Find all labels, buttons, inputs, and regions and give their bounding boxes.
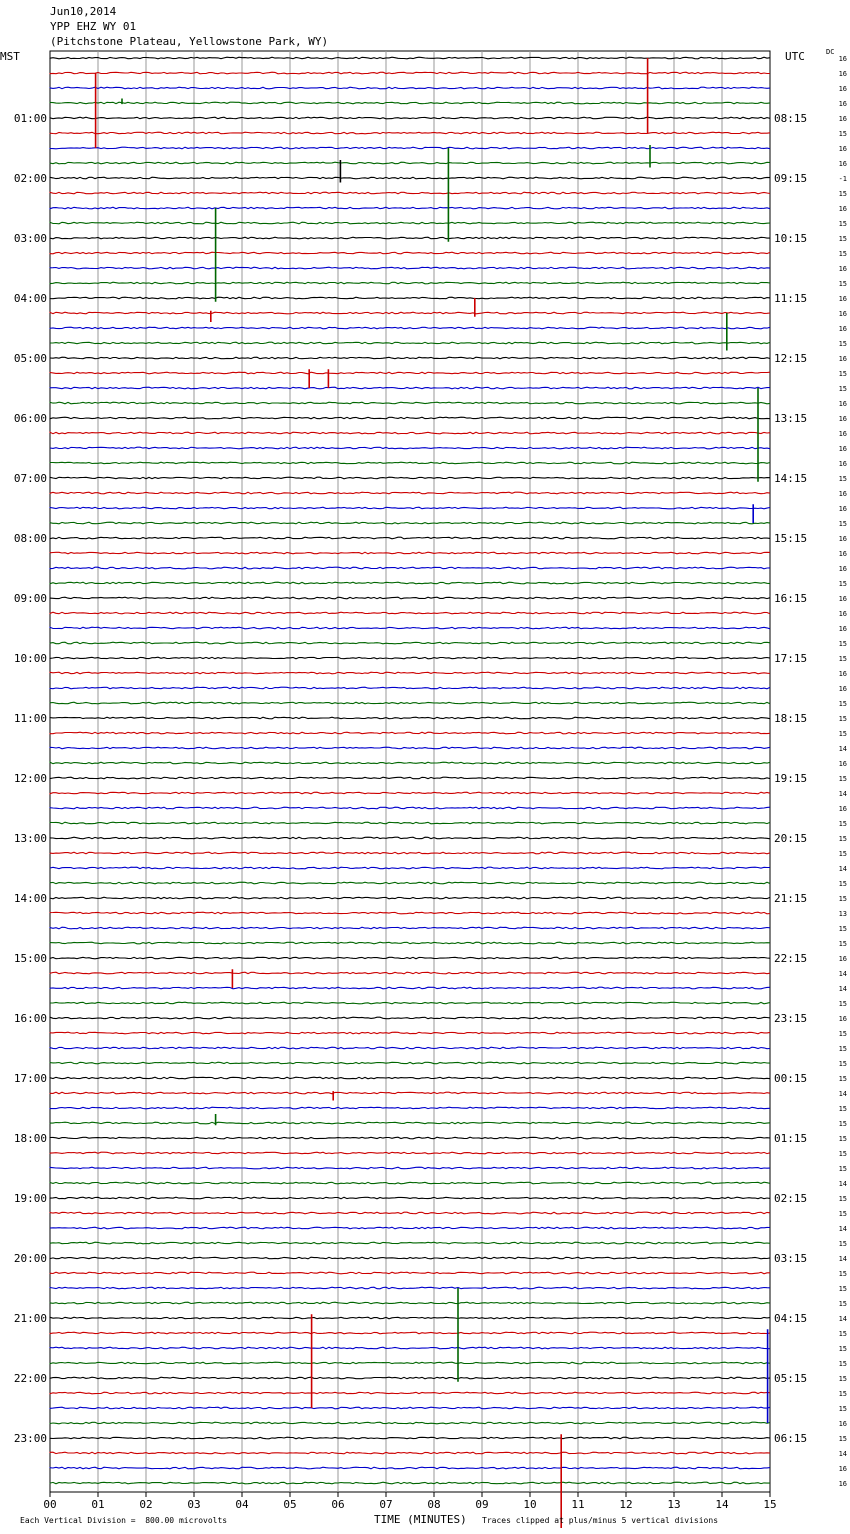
station-location: (Pitchstone Plateau, Yellowstone Park, WY) — [50, 35, 329, 48]
utc-hour-label: 03:15 — [774, 1252, 808, 1265]
seismic-trace — [50, 1392, 770, 1394]
mst-hour-label: 02:00 — [13, 172, 47, 185]
mst-hour-label: 04:00 — [13, 292, 47, 305]
dc-offset-value: 16 — [838, 1480, 847, 1488]
seismic-trace — [50, 1257, 770, 1259]
seismic-trace — [50, 447, 770, 449]
x-tick-label: 13 — [667, 1498, 681, 1511]
dc-offset-value: 16 — [838, 670, 847, 678]
seismic-trace — [50, 807, 770, 809]
mst-hour-label: 19:00 — [13, 1192, 47, 1205]
dc-offset-value: 16 — [838, 205, 847, 213]
seismic-trace — [50, 417, 770, 419]
dc-offset-value: 16 — [838, 445, 847, 453]
dc-offset-value: 16 — [838, 160, 847, 168]
mst-hour-label: 05:00 — [13, 352, 47, 365]
seismic-trace — [50, 672, 770, 674]
dc-offset-value: 16 — [838, 70, 847, 78]
seismic-trace — [50, 732, 770, 734]
dc-offset-value: 15 — [838, 1390, 847, 1398]
dc-offset-value: 16 — [838, 625, 847, 633]
utc-hour-label: 02:15 — [774, 1192, 808, 1205]
dc-offset-value: 16 — [838, 550, 847, 558]
dc-offset-value: 15 — [838, 370, 847, 378]
seismic-trace — [50, 1422, 770, 1424]
seismic-trace — [50, 1167, 770, 1169]
x-tick-label: 01 — [91, 1498, 105, 1511]
seismic-trace — [50, 612, 770, 614]
seismic-trace — [50, 87, 770, 89]
seismic-trace — [50, 972, 770, 974]
seismic-trace — [50, 957, 770, 959]
dc-offset-value: 15 — [838, 1300, 847, 1308]
dc-offset-value: 15 — [838, 655, 847, 663]
mst-hour-label: 22:00 — [13, 1372, 47, 1385]
seismic-trace — [50, 312, 770, 314]
mst-hour-label: 11:00 — [13, 712, 47, 725]
dc-offset-value: 15 — [838, 130, 847, 138]
utc-hour-label: 20:15 — [774, 832, 808, 845]
dc-offset-value: 16 — [838, 505, 847, 513]
utc-hour-label: 17:15 — [774, 652, 808, 665]
dc-offset-value: 15 — [838, 250, 847, 258]
seismic-trace — [50, 582, 770, 584]
dc-offset-value: 14 — [838, 1180, 847, 1188]
dc-offset-value: 16 — [838, 55, 847, 63]
mst-hour-label: 10:00 — [13, 652, 47, 665]
seismic-trace — [50, 537, 770, 539]
dc-offset-value: 15 — [838, 340, 847, 348]
utc-hour-label: 14:15 — [774, 472, 808, 485]
dc-offset-value: 15 — [838, 1345, 847, 1353]
dc-offset-value: 16 — [838, 610, 847, 618]
mst-hour-label: 08:00 — [13, 532, 47, 545]
seismic-trace — [50, 117, 770, 119]
dc-offset-value: 16 — [838, 325, 847, 333]
mst-hour-label: 20:00 — [13, 1252, 47, 1265]
dc-offset-value: 14 — [838, 985, 847, 993]
seismic-trace — [50, 72, 770, 74]
mst-hour-label: 14:00 — [13, 892, 47, 905]
x-tick-label: 15 — [763, 1498, 777, 1511]
mst-hour-label: 03:00 — [13, 232, 47, 245]
dc-offset-value: 16 — [838, 85, 847, 93]
seismic-trace — [50, 747, 770, 749]
utc-hour-label: 00:15 — [774, 1072, 808, 1085]
seismic-trace — [50, 207, 770, 209]
seismic-trace — [50, 642, 770, 644]
dc-offset-value: 15 — [838, 730, 847, 738]
dc-offset-value: 16 — [838, 460, 847, 468]
seismic-trace — [50, 387, 770, 389]
utc-hour-label: 05:15 — [774, 1372, 808, 1385]
seismic-trace — [50, 657, 770, 659]
dc-offset-value: 14 — [838, 1315, 847, 1323]
seismic-trace — [50, 1137, 770, 1139]
dc-offset-value: 15 — [838, 1270, 847, 1278]
dc-offset-value: 15 — [838, 520, 847, 528]
dc-offset-value: 16 — [838, 685, 847, 693]
utc-hour-label: 11:15 — [774, 292, 808, 305]
seismic-trace — [50, 597, 770, 599]
dc-offset-value: 15 — [838, 1105, 847, 1113]
dc-offset-value: 15 — [838, 1240, 847, 1248]
dc-offset-value: 14 — [838, 1255, 847, 1263]
mst-hour-label: 21:00 — [13, 1312, 47, 1325]
seismic-trace — [50, 162, 770, 164]
dc-offset-value: 14 — [838, 970, 847, 978]
seismic-trace — [50, 1017, 770, 1019]
seismic-trace — [50, 237, 770, 239]
mst-hour-label: 09:00 — [13, 592, 47, 605]
seismic-trace — [50, 102, 770, 104]
x-tick-label: 14 — [715, 1498, 729, 1511]
seismic-trace — [50, 942, 770, 944]
dc-offset-value: 15 — [838, 1435, 847, 1443]
dc-offset-title: DC — [826, 48, 835, 56]
mst-hour-label: 15:00 — [13, 952, 47, 965]
seismic-trace — [50, 1002, 770, 1004]
seismic-trace — [50, 1227, 770, 1229]
seismic-trace — [50, 777, 770, 779]
x-tick-label: 10 — [523, 1498, 537, 1511]
dc-offset-value: 15 — [838, 1360, 847, 1368]
seismic-trace — [50, 1122, 770, 1124]
dc-offset-value: 14 — [838, 865, 847, 873]
utc-hour-label: 01:15 — [774, 1132, 808, 1145]
dc-offset-value: 15 — [838, 1150, 847, 1158]
dc-offset-value: 15 — [838, 1075, 847, 1083]
seismic-trace — [50, 357, 770, 359]
dc-offset-value: 15 — [838, 220, 847, 228]
dc-offset-value: 15 — [838, 835, 847, 843]
x-axis-label: TIME (MINUTES) — [374, 1513, 467, 1526]
dc-offset-value: 15 — [838, 1060, 847, 1068]
seismic-trace — [50, 867, 770, 869]
dc-offset-value: 16 — [838, 115, 847, 123]
dc-offset-value: 16 — [838, 265, 847, 273]
seismic-trace — [50, 837, 770, 839]
dc-offset-value: 15 — [838, 850, 847, 858]
right-axis-title: UTC — [785, 50, 805, 63]
seismic-trace — [50, 342, 770, 344]
dc-offset-value: 16 — [838, 805, 847, 813]
seismic-trace — [50, 297, 770, 299]
dc-offset-value: 15 — [838, 475, 847, 483]
seismic-trace — [50, 57, 770, 59]
seismic-trace — [50, 222, 770, 224]
utc-hour-label: 19:15 — [774, 772, 808, 785]
seismic-trace — [50, 1362, 770, 1364]
seismic-trace — [50, 252, 770, 254]
dc-offset-value: 15 — [838, 1210, 847, 1218]
dc-offset-value: 16 — [838, 430, 847, 438]
seismic-trace — [50, 1272, 770, 1274]
x-tick-label: 09 — [475, 1498, 489, 1511]
dc-offset-value: 16 — [838, 310, 847, 318]
dc-offset-value: 14 — [838, 790, 847, 798]
seismic-trace — [50, 552, 770, 554]
dc-offset-value: 15 — [838, 280, 847, 288]
seismic-trace — [50, 852, 770, 854]
mst-hour-label: 16:00 — [13, 1012, 47, 1025]
dc-offset-value: 15 — [838, 925, 847, 933]
seismic-trace — [50, 462, 770, 464]
seismic-trace — [50, 327, 770, 329]
utc-hour-label: 12:15 — [774, 352, 808, 365]
dc-offset-value: 13 — [838, 910, 847, 918]
seismic-trace — [50, 282, 770, 284]
dc-offset-value: 16 — [838, 415, 847, 423]
seismic-trace — [50, 687, 770, 689]
dc-offset-value: 15 — [838, 1000, 847, 1008]
mst-hour-label: 12:00 — [13, 772, 47, 785]
mst-hour-label: 01:00 — [13, 112, 47, 125]
x-tick-label: 06 — [331, 1498, 345, 1511]
dc-offset-value: 16 — [838, 955, 847, 963]
dc-offset-value: 16 — [838, 1420, 847, 1428]
dc-offset-value: 16 — [838, 565, 847, 573]
dc-offset-value: 16 — [838, 100, 847, 108]
seismic-trace — [50, 987, 770, 989]
x-tick-label: 07 — [379, 1498, 393, 1511]
mst-hour-label: 06:00 — [13, 412, 47, 425]
seismic-trace — [50, 1047, 770, 1049]
seismic-trace — [50, 132, 770, 134]
station-code: YPP EHZ WY 01 — [50, 20, 137, 33]
seismic-trace — [50, 1197, 770, 1199]
x-tick-label: 04 — [235, 1498, 249, 1511]
seismic-trace — [50, 897, 770, 899]
dc-offset-value: 16 — [838, 145, 847, 153]
dc-offset-value: 15 — [838, 715, 847, 723]
mst-hour-label: 07:00 — [13, 472, 47, 485]
dc-offset-value: 15 — [838, 1120, 847, 1128]
seismic-trace — [50, 177, 770, 179]
scale-note: Each Vertical Division = 800.00 microvolts — [20, 1516, 228, 1525]
mst-hour-label: 13:00 — [13, 832, 47, 845]
utc-hour-label: 22:15 — [774, 952, 808, 965]
utc-hour-label: 13:15 — [774, 412, 808, 425]
dc-offset-value: 16 — [838, 535, 847, 543]
seismic-trace — [50, 1332, 770, 1334]
x-tick-label: 12 — [619, 1498, 633, 1511]
dc-offset-value: 14 — [838, 1450, 847, 1458]
seismic-trace — [50, 1182, 770, 1184]
seismic-trace — [50, 1287, 770, 1289]
seismic-trace — [50, 522, 770, 524]
seismic-trace — [50, 762, 770, 764]
utc-hour-label: 21:15 — [774, 892, 808, 905]
seismic-trace — [50, 627, 770, 629]
utc-hour-label: 18:15 — [774, 712, 808, 725]
seismic-trace — [50, 192, 770, 194]
mst-hour-label: 17:00 — [13, 1072, 47, 1085]
x-tick-label: 00 — [43, 1498, 57, 1511]
dc-offset-value: 15 — [838, 820, 847, 828]
dc-offset-value: 15 — [838, 1165, 847, 1173]
seismic-trace — [50, 1317, 770, 1319]
seismic-trace — [50, 927, 770, 929]
dc-offset-value: 14 — [838, 1090, 847, 1098]
clip-note: Traces clipped at plus/minus 5 vertical divisions — [482, 1516, 719, 1525]
dc-offset-value: 16 — [838, 355, 847, 363]
seismic-trace — [50, 477, 770, 479]
utc-hour-label: 15:15 — [774, 532, 808, 545]
dc-offset-value: 15 — [838, 1195, 847, 1203]
seismic-trace — [50, 507, 770, 509]
seismic-trace — [50, 792, 770, 794]
seismic-trace — [50, 1152, 770, 1154]
seismic-trace — [50, 1107, 770, 1109]
seismic-trace — [50, 912, 770, 914]
x-tick-label: 03 — [187, 1498, 201, 1511]
dc-offset-value: 15 — [838, 580, 847, 588]
dc-offset-value: 15 — [838, 190, 847, 198]
dc-offset-value: 16 — [838, 1465, 847, 1473]
dc-offset-value: 15 — [838, 1285, 847, 1293]
seismic-trace — [50, 267, 770, 269]
utc-hour-label: 04:15 — [774, 1312, 808, 1325]
dc-offset-value: 15 — [838, 235, 847, 243]
seismic-trace — [50, 822, 770, 824]
seismic-trace — [50, 1347, 770, 1349]
dc-offset-value: 16 — [838, 760, 847, 768]
seismic-trace — [50, 882, 770, 884]
chart-date: Jun10,2014 — [50, 5, 117, 18]
x-tick-label: 02 — [139, 1498, 153, 1511]
seismic-trace — [50, 1467, 770, 1469]
seismic-trace — [50, 702, 770, 704]
dc-offset-value: 15 — [838, 1045, 847, 1053]
seismic-trace — [50, 1032, 770, 1034]
dc-offset-value: 15 — [838, 895, 847, 903]
dc-offset-value: 15 — [838, 1405, 847, 1413]
left-axis-title: MST — [0, 50, 20, 63]
dc-offset-value: 16 — [838, 595, 847, 603]
seismic-trace — [50, 1407, 770, 1409]
seismic-trace — [50, 1242, 770, 1244]
seismic-trace — [50, 1482, 770, 1484]
dc-offset-value: 14 — [838, 1225, 847, 1233]
utc-hour-label: 10:15 — [774, 232, 808, 245]
dc-offset-value: 14 — [838, 745, 847, 753]
dc-offset-value: 15 — [838, 775, 847, 783]
dc-offset-value: 15 — [838, 1330, 847, 1338]
utc-hour-label: 09:15 — [774, 172, 808, 185]
seismic-trace — [50, 402, 770, 404]
dc-offset-value: 15 — [838, 640, 847, 648]
dc-offset-value: 15 — [838, 700, 847, 708]
utc-hour-label: 16:15 — [774, 592, 808, 605]
mst-hour-label: 18:00 — [13, 1132, 47, 1145]
dc-offset-value: 16 — [838, 400, 847, 408]
seismic-trace — [50, 567, 770, 569]
seismic-trace — [50, 1092, 770, 1094]
utc-hour-label: 08:15 — [774, 112, 808, 125]
dc-offset-value: 15 — [838, 1375, 847, 1383]
utc-hour-label: 06:15 — [774, 1432, 808, 1445]
dc-offset-value: 16 — [838, 490, 847, 498]
dc-offset-value: 15 — [838, 385, 847, 393]
seismic-trace — [50, 1452, 770, 1454]
seismic-trace — [50, 432, 770, 434]
dc-offset-value: 16 — [838, 295, 847, 303]
seismic-trace — [50, 1437, 770, 1439]
dc-offset-value: 15 — [838, 880, 847, 888]
seismic-trace — [50, 1077, 770, 1079]
x-tick-label: 08 — [427, 1498, 441, 1511]
utc-hour-label: 23:15 — [774, 1012, 808, 1025]
seismic-trace — [50, 372, 770, 374]
seismic-trace — [50, 492, 770, 494]
dc-offset-value: -1 — [838, 175, 847, 183]
dc-offset-value: 16 — [838, 1015, 847, 1023]
dc-offset-value: 15 — [838, 1030, 847, 1038]
seismic-trace — [50, 147, 770, 149]
dc-offset-value: 15 — [838, 940, 847, 948]
seismic-trace — [50, 1302, 770, 1304]
x-tick-label: 11 — [571, 1498, 585, 1511]
seismic-trace — [50, 1377, 770, 1379]
seismic-trace — [50, 1212, 770, 1214]
dc-offset-value: 15 — [838, 1135, 847, 1143]
seismic-trace — [50, 1062, 770, 1064]
mst-hour-label: 23:00 — [13, 1432, 47, 1445]
seismic-trace — [50, 717, 770, 719]
x-tick-label: 05 — [283, 1498, 297, 1511]
